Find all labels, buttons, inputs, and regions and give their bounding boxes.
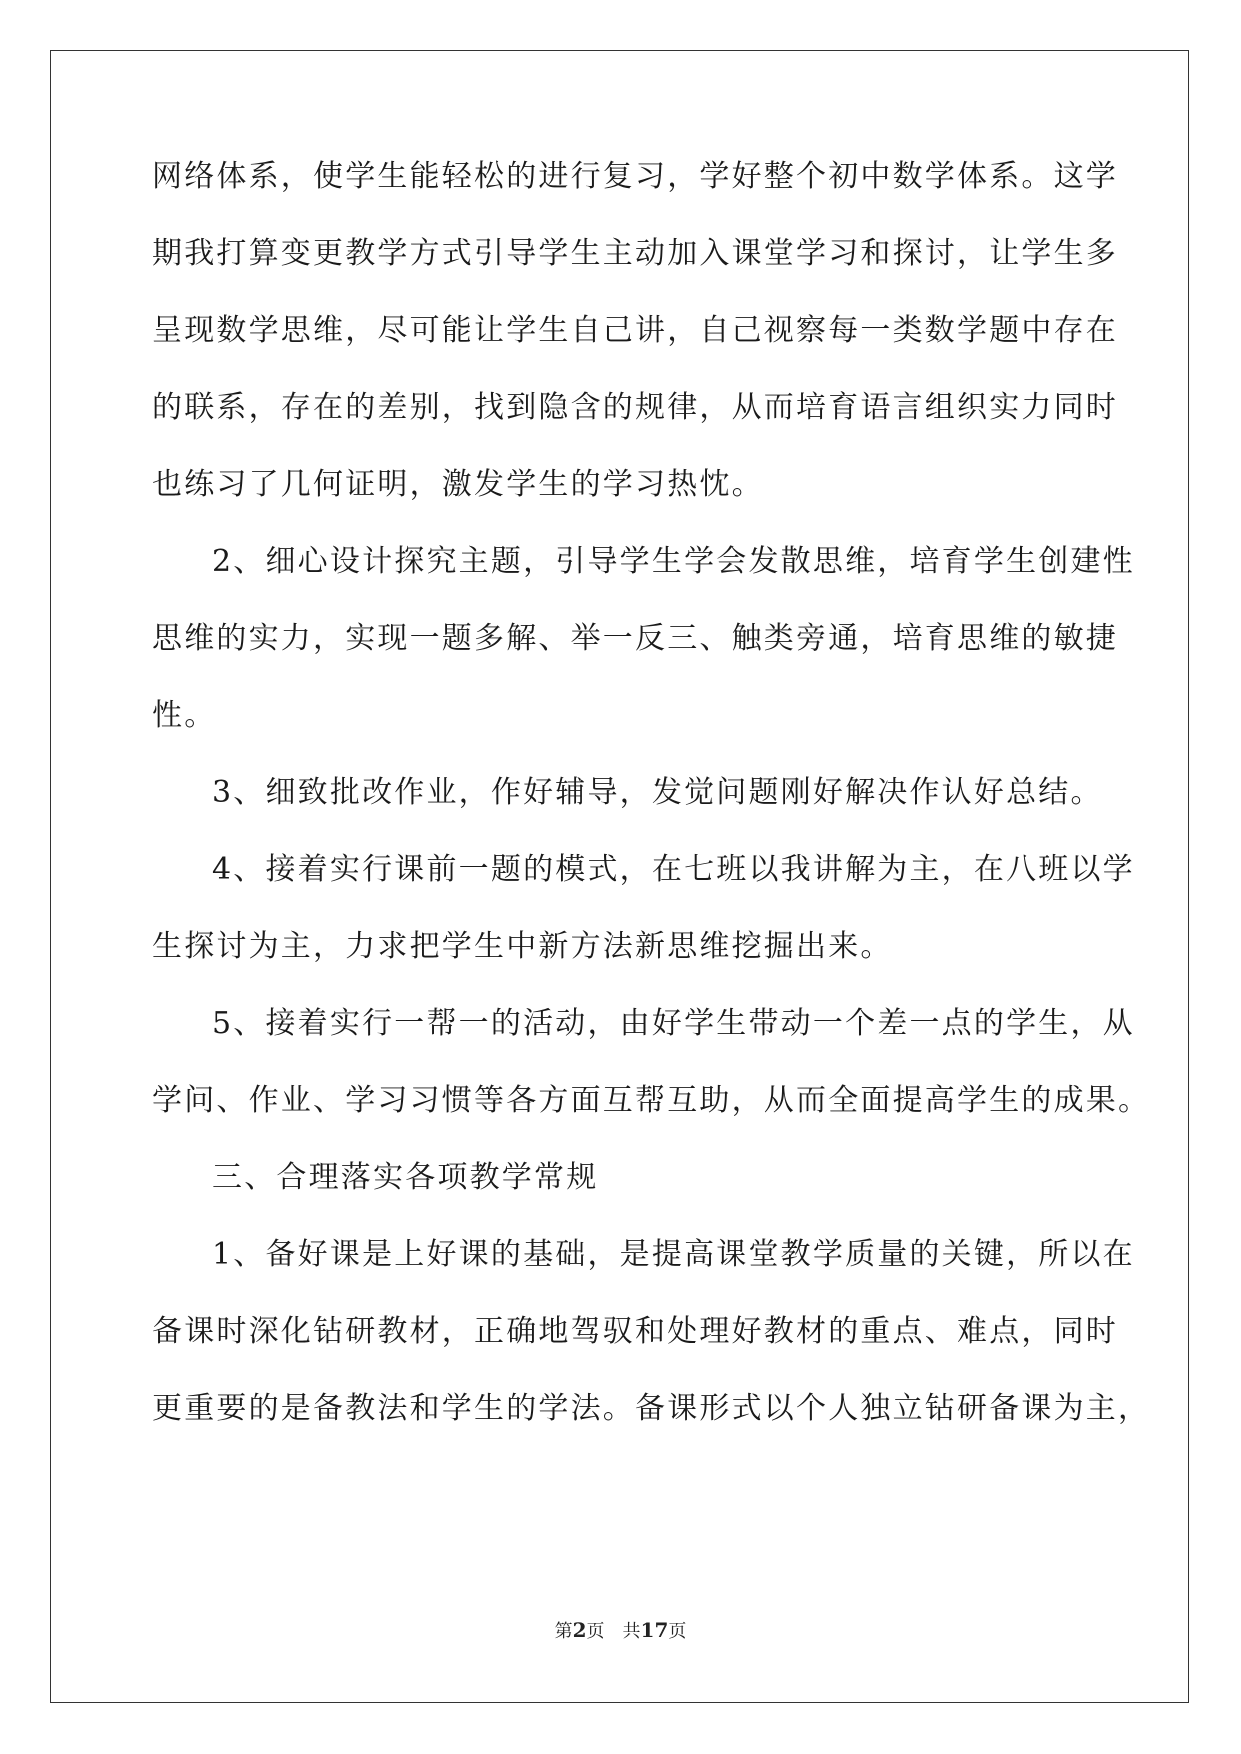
text-line: 学问、作业、学习习惯等各方面互帮互助，从而全面提高学生的成果。: [152, 1083, 1151, 1118]
page-unit: 页: [586, 1621, 605, 1642]
text-line: 思维的实力，实现一题多解、举一反三、触类旁通，培育思维的敏捷: [152, 621, 1118, 656]
text-line: 呈现数学思维，尽可能让学生自己讲，自己视察每一类数学题中存在: [152, 313, 1118, 348]
total-prefix: 共: [622, 1621, 641, 1642]
paragraph-start-line: 4、接着实行课前一题的模式，在七班以我讲解为主，在八班以学: [212, 852, 1135, 887]
page-current: 2: [572, 1618, 587, 1642]
page-prefix: 第: [554, 1621, 573, 1642]
text-line: 性。: [152, 698, 217, 733]
text-line: 更重要的是备教法和学生的学法。备课形式以个人独立钻研备课为主，: [152, 1391, 1151, 1426]
text-line: 网络体系，使学生能轻松的进行复习，学好整个初中数学体系。这学: [152, 159, 1118, 194]
text-line: 也练习了几何证明，激发学生的学习热忱。: [152, 467, 764, 502]
text-line: 备课时深化钻研教材，正确地驾驭和处理好教材的重点、难点，同时: [152, 1314, 1118, 1349]
text-line: 期我打算变更教学方式引导学生主动加入课堂学习和探讨，让学生多: [152, 236, 1118, 271]
paragraph-start-line: 3、细致批改作业，作好辅导，发觉问题刚好解决作认好总结。: [212, 775, 1103, 810]
section-heading: 三、合理落实各项教学常规: [212, 1160, 599, 1195]
paragraph-start-line: 2、细心设计探究主题，引导学生学会发散思维，培育学生创建性: [212, 544, 1135, 579]
total-unit: 页: [668, 1621, 687, 1642]
page-total: 17: [640, 1618, 669, 1642]
text-line: 生探讨为主，力求把学生中新方法新思维挖掘出来。: [152, 929, 893, 964]
paragraph-start-line: 5、接着实行一帮一的活动，由好学生带动一个差一点的学生，从: [212, 1006, 1135, 1041]
paragraph-start-line: 1、备好课是上好课的基础，是提高课堂教学质量的关键，所以在: [212, 1237, 1135, 1272]
text-line: 的联系，存在的差别，找到隐含的规律，从而培育语言组织实力同时: [152, 390, 1118, 425]
page-footer: [0, 1618, 1241, 1644]
